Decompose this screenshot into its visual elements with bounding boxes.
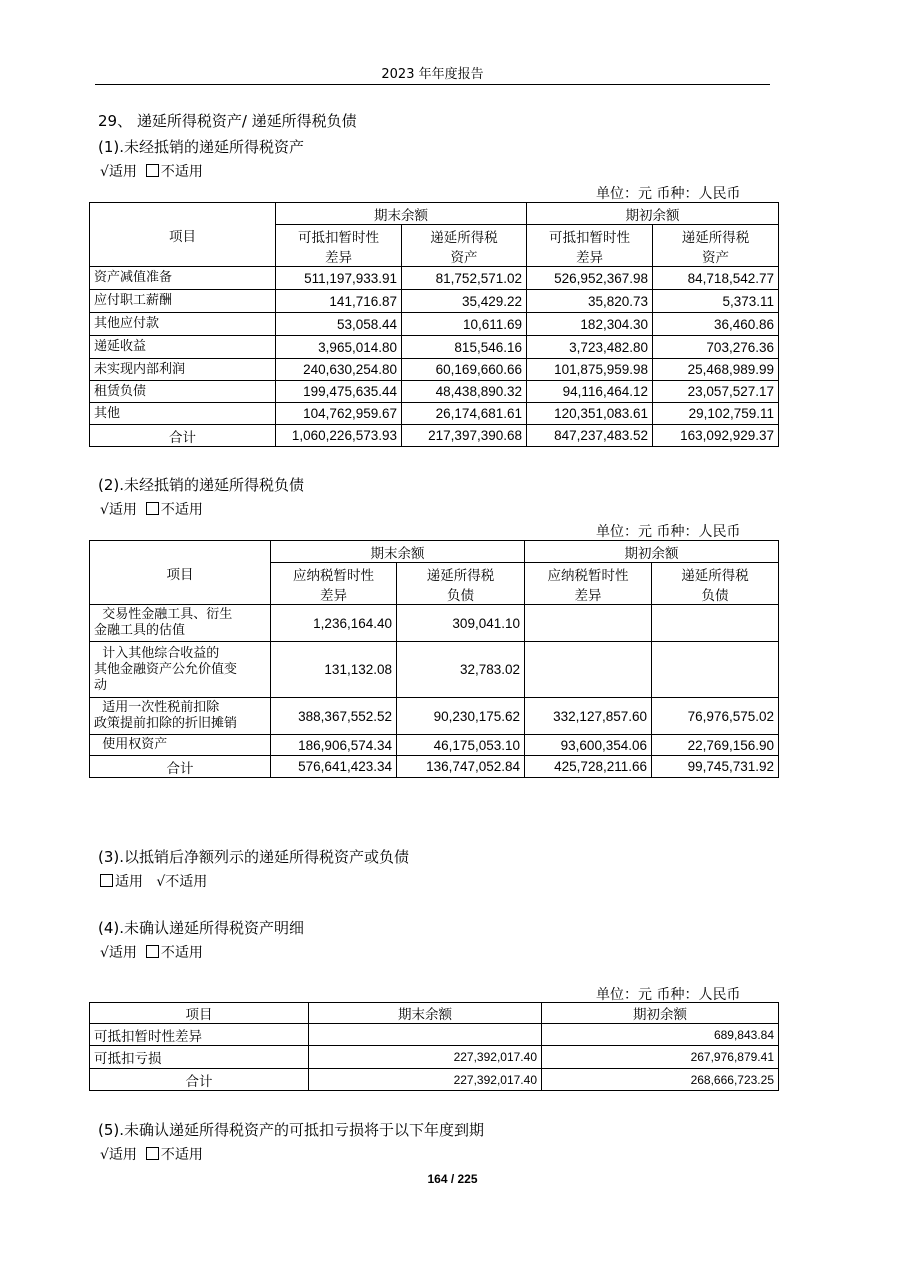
- cell-value: 5,373.11: [653, 290, 779, 313]
- row-label: 未实现内部利润: [90, 359, 276, 381]
- cell-value: 10,611.69: [402, 313, 527, 336]
- table-row: [90, 403, 779, 425]
- cell-value: 199,475,635.44: [276, 381, 402, 403]
- header-item: 项目: [90, 1003, 309, 1024]
- cell-value: 60,169,660.66: [402, 359, 527, 381]
- section-title: 29、 递延所得税资产/ 递延所得税负债: [98, 112, 357, 130]
- row-label: 可抵扣暂时性差异: [90, 1024, 309, 1046]
- cell-value: [525, 605, 652, 642]
- cell-value: 268,666,723.25: [542, 1069, 779, 1091]
- subheader-deferred-asset: 递延所得税 资产: [402, 225, 527, 267]
- table-total-row: [90, 1069, 779, 1091]
- header-divider: [95, 84, 770, 85]
- row-label: 其他应付款: [90, 313, 276, 336]
- cell-value: 35,820.73: [527, 290, 653, 313]
- row-label: 适用一次性税前扣除 政策提前扣除的折旧摊销: [90, 698, 271, 735]
- header-period-begin: 期初余额: [525, 541, 779, 563]
- cell-value: 46,175,053.10: [397, 735, 525, 756]
- deferred-tax-assets-table: [89, 202, 779, 447]
- cell-value: 29,102,759.11: [653, 403, 779, 425]
- subheader-taxable-diff: 应纳税暂时性 差异: [271, 563, 397, 605]
- header-item: 项目: [90, 203, 276, 267]
- table-row: [90, 267, 779, 290]
- checkbox-empty-icon: [146, 502, 159, 515]
- table-total-row: [90, 425, 779, 447]
- header-period-begin: 期初余额: [527, 203, 779, 225]
- table-row: [90, 336, 779, 359]
- cell-value: 186,906,574.34: [271, 735, 397, 756]
- row-label: 合计: [90, 1069, 309, 1091]
- not-applicable-label: √不适用: [156, 874, 208, 890]
- applicable-label: √适用: [100, 502, 137, 518]
- cell-value: 163,092,929.37: [653, 425, 779, 447]
- cell-value: 267,976,879.41: [542, 1046, 779, 1069]
- subheader-deferred-asset: 递延所得税 资产: [653, 225, 779, 267]
- applicable-label: √适用: [100, 945, 137, 961]
- cell-value: 25,468,989.99: [653, 359, 779, 381]
- subheader-deferred-liability: 递延所得税 负债: [652, 563, 779, 605]
- cell-value: [652, 642, 779, 698]
- cell-value: [309, 1024, 542, 1046]
- subsection-5-title: (5).未确认递延所得税资产的可抵扣亏损将于以下年度到期: [98, 1121, 485, 1139]
- cell-value: 99,745,731.92: [652, 756, 779, 778]
- row-label: 交易性金融工具、衍生 金融工具的估值: [90, 605, 271, 642]
- unit-currency-label: 单位：元 币种：人民币: [596, 987, 741, 1003]
- subheader-temp-diff: 可抵扣暂时性 差异: [276, 225, 402, 267]
- not-applicable-label: 不适用: [160, 502, 203, 518]
- checkbox-empty-icon: [146, 945, 159, 958]
- row-label: 资产减值准备: [90, 267, 276, 290]
- header-period-begin: 期初余额: [542, 1003, 779, 1024]
- subsection-1-applicability: [100, 161, 203, 181]
- table-total-row: [90, 756, 779, 778]
- row-label: 租赁负债: [90, 381, 276, 403]
- table-row: [90, 359, 779, 381]
- cell-value: 240,630,254.80: [276, 359, 402, 381]
- subheader-taxable-diff: 应纳税暂时性 差异: [525, 563, 652, 605]
- applicable-label: √适用: [100, 164, 137, 180]
- cell-value: 94,116,464.12: [527, 381, 653, 403]
- subsection-1-title: (1).未经抵销的递延所得税资产: [98, 138, 305, 156]
- table-row: [90, 735, 779, 756]
- cell-value: 104,762,959.67: [276, 403, 402, 425]
- subsection-4-applicability: [100, 942, 203, 962]
- cell-value: 309,041.10: [397, 605, 525, 642]
- row-label: 应付职工薪酬: [90, 290, 276, 313]
- applicable-label: √适用: [100, 1147, 137, 1163]
- row-label: 使用权资产: [90, 735, 271, 756]
- cell-value: [525, 642, 652, 698]
- cell-value: 120,351,083.61: [527, 403, 653, 425]
- cell-value: 32,783.02: [397, 642, 525, 698]
- cell-value: 131,132.08: [271, 642, 397, 698]
- cell-value: 576,641,423.34: [271, 756, 397, 778]
- checkbox-empty-icon: [100, 874, 113, 887]
- cell-value: 84,718,542.77: [653, 267, 779, 290]
- header-period-end: 期末余额: [276, 203, 527, 225]
- cell-value: 703,276.36: [653, 336, 779, 359]
- cell-value: 1,236,164.40: [271, 605, 397, 642]
- cell-value: 22,769,156.90: [652, 735, 779, 756]
- cell-value: 35,429.22: [402, 290, 527, 313]
- cell-value: 3,965,014.80: [276, 336, 402, 359]
- cell-value: 48,438,890.32: [402, 381, 527, 403]
- cell-value: 26,174,681.61: [402, 403, 527, 425]
- row-label: 合计: [90, 756, 271, 778]
- header-period-end: 期末余额: [271, 541, 525, 563]
- cell-value: 511,197,933.91: [276, 267, 402, 290]
- checkbox-empty-icon: [146, 164, 159, 177]
- cell-value: 227,392,017.40: [309, 1069, 542, 1091]
- cell-value: 425,728,211.66: [525, 756, 652, 778]
- table-row: [90, 290, 779, 313]
- row-label: 递延收益: [90, 336, 276, 359]
- table-row: [90, 1046, 779, 1069]
- cell-value: 141,716.87: [276, 290, 402, 313]
- table-row: [90, 698, 779, 735]
- unrecognized-deferred-tax-table: [89, 1002, 779, 1091]
- report-header-title: 2023 年年度报告: [381, 67, 484, 82]
- applicable-label: 适用: [115, 874, 143, 890]
- cell-value: 388,367,552.52: [271, 698, 397, 735]
- subheader-deferred-liability: 递延所得税 负债: [397, 563, 525, 605]
- cell-value: 90,230,175.62: [397, 698, 525, 735]
- table-row: [90, 381, 779, 403]
- cell-value: 36,460.86: [653, 313, 779, 336]
- cell-value: 217,397,390.68: [402, 425, 527, 447]
- table-row: [90, 313, 779, 336]
- cell-value: 93,600,354.06: [525, 735, 652, 756]
- cell-value: 3,723,482.80: [527, 336, 653, 359]
- cell-value: 1,060,226,573.93: [276, 425, 402, 447]
- row-label: 可抵扣亏损: [90, 1046, 309, 1069]
- row-label: 合计: [90, 425, 276, 447]
- not-applicable-label: 不适用: [160, 164, 203, 180]
- cell-value: 526,952,367.98: [527, 267, 653, 290]
- header-item: 项目: [90, 541, 271, 605]
- subheader-temp-diff: 可抵扣暂时性 差异: [527, 225, 653, 267]
- header-period-end: 期末余额: [309, 1003, 542, 1024]
- cell-value: 136,747,052.84: [397, 756, 525, 778]
- page-number: 164 / 225: [427, 1172, 478, 1186]
- table-row: [90, 642, 779, 698]
- deferred-tax-liabilities-table: [89, 540, 779, 778]
- subsection-2-title: (2).未经抵销的递延所得税负债: [98, 476, 305, 494]
- table-row: [90, 605, 779, 642]
- cell-value: 815,546.16: [402, 336, 527, 359]
- subsection-5-applicability: [100, 1144, 203, 1164]
- cell-value: 23,057,527.17: [653, 381, 779, 403]
- subsection-2-applicability: [100, 499, 203, 519]
- unit-currency-label: 单位：元 币种：人民币: [596, 524, 741, 540]
- not-applicable-label: 不适用: [160, 1147, 203, 1163]
- unit-currency-label: 单位：元 币种：人民币: [596, 186, 741, 202]
- cell-value: 81,752,571.02: [402, 267, 527, 290]
- subsection-3-title: (3).以抵销后净额列示的递延所得税资产或负债: [98, 848, 410, 866]
- cell-value: 53,058.44: [276, 313, 402, 336]
- cell-value: 847,237,483.52: [527, 425, 653, 447]
- subsection-4-title: (4).未确认递延所得税资产明细: [98, 919, 305, 937]
- cell-value: 689,843.84: [542, 1024, 779, 1046]
- cell-value: 101,875,959.98: [527, 359, 653, 381]
- not-applicable-label: 不适用: [160, 945, 203, 961]
- cell-value: 227,392,017.40: [309, 1046, 542, 1069]
- checkbox-empty-icon: [146, 1147, 159, 1160]
- subsection-3-applicability: [100, 871, 207, 891]
- cell-value: [652, 605, 779, 642]
- table-row: [90, 1024, 779, 1046]
- row-label: 其他: [90, 403, 276, 425]
- row-label: 计入其他综合收益的 其他金融资产公允价值变 动: [90, 642, 271, 698]
- cell-value: 332,127,857.60: [525, 698, 652, 735]
- cell-value: 76,976,575.02: [652, 698, 779, 735]
- cell-value: 182,304.30: [527, 313, 653, 336]
